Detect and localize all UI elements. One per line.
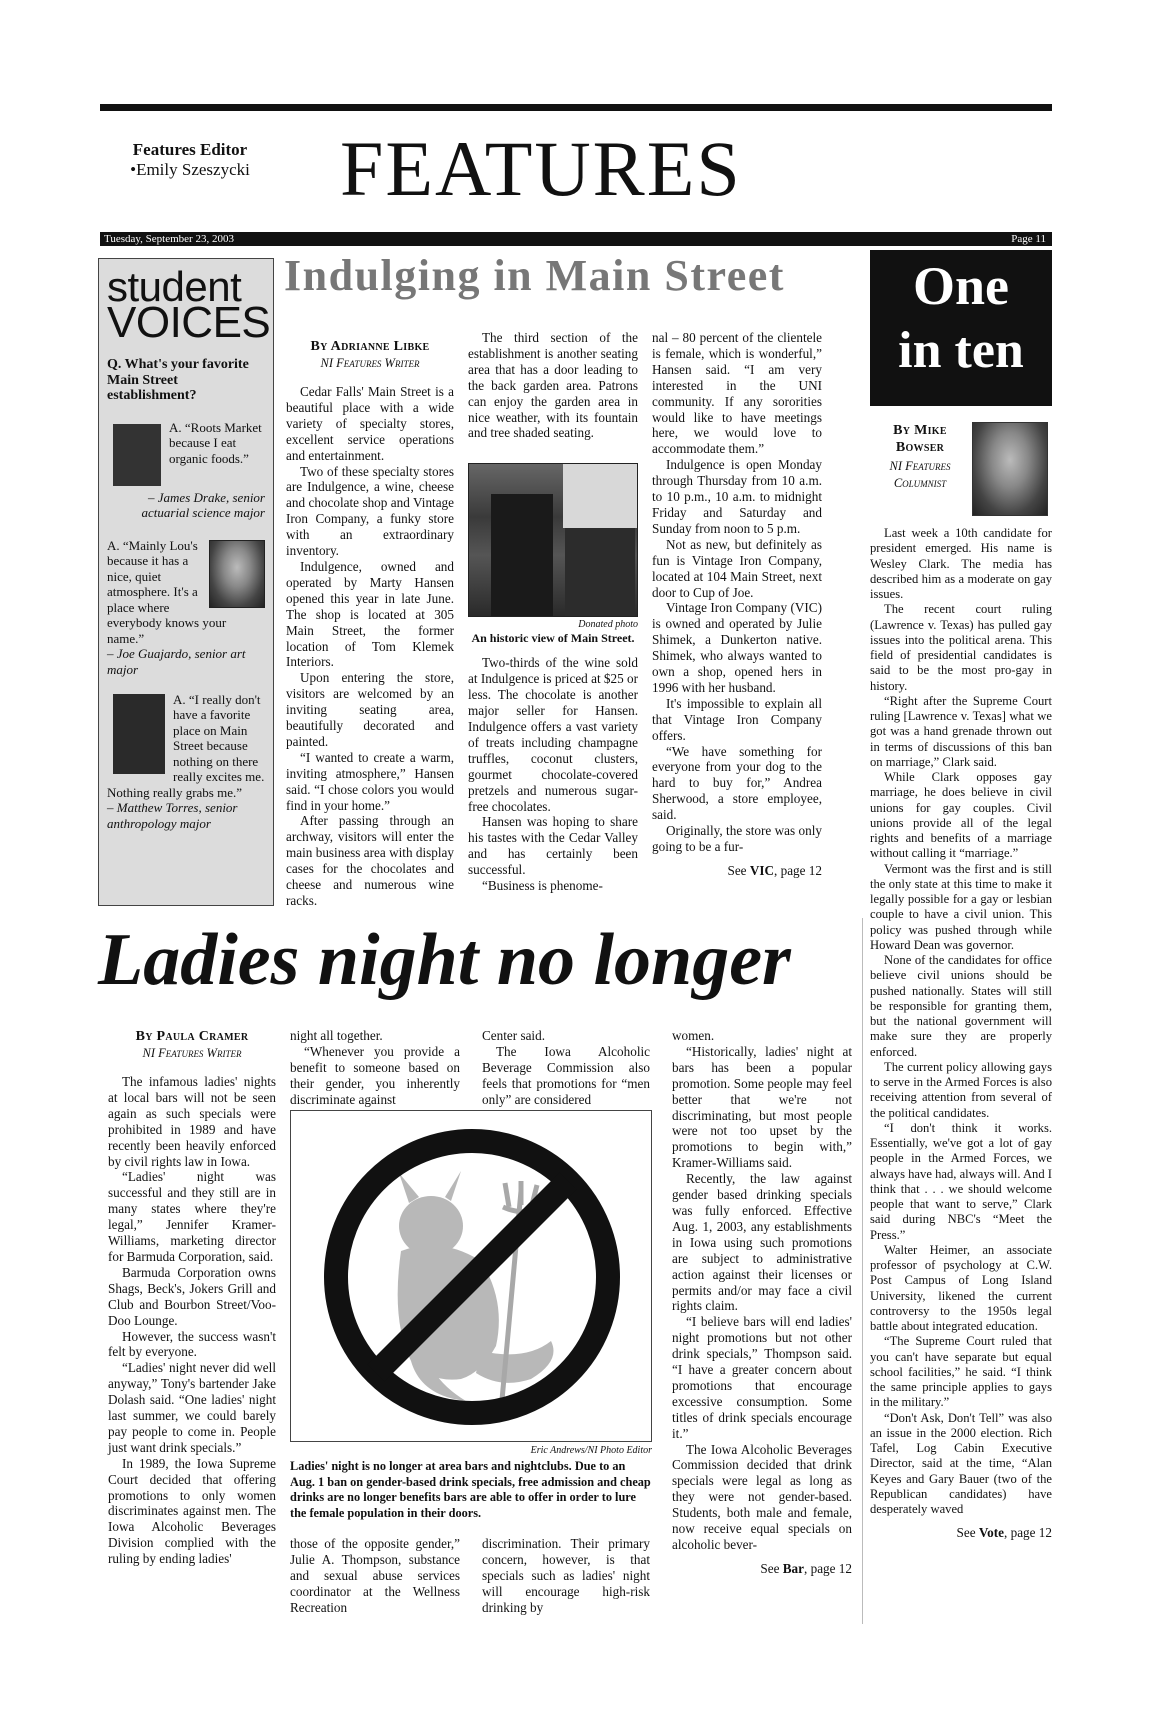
student-voices-question: Q. What's your favorite Main Street establishment? (107, 357, 249, 403)
building-shape (491, 494, 553, 617)
building-shape (565, 528, 635, 617)
features-editor-title: Features Editor (132, 140, 248, 159)
page-number: Page 11 (1011, 233, 1046, 245)
no-devil-illustration (291, 1111, 652, 1442)
one-in-ten-byline: By Mike Bowser NI Features Columnist (870, 418, 1052, 518)
main-street-photo (468, 463, 638, 617)
jump-bar[interactable]: See Bar, page 12 (760, 1560, 852, 1576)
student-answer: A. “I really don't have a favorite place on Main Street because nothing on there really excites me. Nothing really grabs me.” – Matthew Torres, senior anthropology major (107, 691, 265, 831)
bullet-icon: • (130, 160, 137, 179)
jump-vic[interactable]: See VIC, page 12 (727, 862, 822, 878)
ladies-night-col3-bottom: discrimination. Their primary concern, however, is that specials such as ladies' night will encourage high-risk drinking by (482, 1536, 650, 1615)
one-in-ten-banner (870, 250, 1052, 406)
ladies-night-byline: By Paula Cramer NI Features Writer (135, 1029, 249, 1060)
columnist-photo (972, 422, 1048, 516)
student-answer: A. “Mainly Lou's because it has a nice, quiet atmosphere. It's a place where everybody knows your name.” – Joe Guajardo, senior art major (107, 538, 265, 678)
student-voices-title: student VOICES (107, 263, 271, 347)
date-bar (100, 232, 1052, 246)
section-title: FEATURES (340, 125, 742, 212)
student-photo (113, 424, 161, 486)
ladies-night-photo-caption: Ladies' night is no longer at area bars and nightclubs. Due to an Aug. 1 ban on gender-based drink specials, free admission and cheap drinks are no longer benefits bars are able to offer in order to lure the female population in their doors. (290, 1459, 651, 1520)
student-answer: A. “Roots Market because I eat organic foods.” – James Drake, senior actuarial science major (107, 420, 265, 528)
features-editor-name: Emily Szeszycki (136, 160, 250, 179)
ladies-night-col2-bottom: those of the opposite gender,” Julie A. Thompson, substance and sexual abuse services coordinator at the Wellness Recreation (290, 1536, 460, 1615)
one-in-ten-title-line2: in ten (898, 322, 1024, 379)
student-photo (113, 694, 165, 774)
jump-vote[interactable]: See Vote, page 12 (956, 1525, 1052, 1541)
main-street-headline: Indulging in Main Street (284, 251, 785, 300)
main-street-col1: By Adrianne Libke NI Features Writer Cedar Falls' Main Street is a beautiful place with a wide variety of specialty stores, excellent service operations and entertainment. Two of these specialty stores are Indulgence, a wine, cheese and chocolate shop and Vintage Iron Company, a funky store with an extraordinary inventory. Indulgence, owned and operated by Marty Hansen opened this year in late June. The shop is located at 305 Main Street, the former location of Tom Klemek Interiors. Upon entering the store, visitors are welcomed by an inviting seating area, beautifully decorated and painted. “I wanted to create a warm, inviting atmosphere,” Hansen said. “I chose colors you would find in your home.” After passing through an archway, visitors will enter the main business area with display cases for the chocolates and cheese and numerous wine racks. (286, 339, 454, 908)
one-in-ten-body: Last week a 10th candidate for president emerged. His name is Wesley Clark. The media has described him as a moderate on gay issues. The recent court ruling (Lawrence v. Texas) has pulled gay issues into the political arena. This field of presidential candidates is said to be the most pro-gay in history. “Right after the Supreme Court ruling [Lawrence v. Texas] what we got was a hand grenade thrown out in terms of discussions of this ban on marriage,” Clark said. While Clark opposes gay marriage, he does believe in civil unions for gay couples. Civil unions provide all of the legal rights and benefits of a marriage without calling it “marriage.” Vermont was the first and is still the only state at this time to make it legally possible for a gay or lesbian couple to have a civil union. This policy was pushed through while Howard Dean was governor. None of the candidates for office believe civil unions should be pushed nationally. States will still be responsible for granting them, but the national government will make sure they are properly enforced. The current policy allowing gays to serve in the Armed Forces is also receiving attention from several of the political candidates. “I don't think it works. Essentially, we've got a lot of gay people in the Armed Forces, we always have had, always will. And I think that . . . we should welcome people that want to serve,” Clark said during NBC's “Meet the Press.” Walter Heimer, an associate professor of psychology at C.W. Post Campus of Long Island University, likened the current controversy to the 1950s legal battle about integrated education. “The Supreme Court ruled that you can't have separate but equal school facilities,” he said. “I think the same principle applies to gays in the military.” “Don't Ask, Don't Tell” was also an issue in the 2000 election. Rich Tafel, Log Cabin Executive Director, said at the time, “Alan Keyes and Gary Bauer (two of the Republican candidates) have desperately waved See Vote, page 12 (870, 526, 1052, 1541)
ladies-night-headline: Ladies night no longer (98, 919, 791, 1001)
features-editor-credit (100, 140, 280, 180)
main-street-col3: nal – 80 percent of the clientele is female, which is wonderful,” Hansen said. “I am very interested in the UNI community. If any sororities would like to have meetings here, we would love to accommodate them.” Indulgence is open Monday through Thursday from 10 a.m. to 10 p.m., 10 a.m. to midnight Friday and Saturday and Sunday from noon to 5 p.m. Not as new, but definitely as fun is Vintage Iron Company, located at 104 Main Street, next door to Cup of Joe. Vintage Iron Company (VIC) is owned and operated by Julie Shimek, a Dunkerton native. Shimek, who always wanted to own a shop, opened hers in 1996 with her husband. It's impossible to explain all that Vintage Iron Company offers. “We have something for everyone from your dog to the hard to buy for,” Andrea Sherwood, a store employee, said. Originally, the store was only going to be a fur- See VIC, page 12 (652, 330, 822, 878)
ladies-night-photo (290, 1110, 652, 1442)
ladies-night-col1: By Paula Cramer NI Features Writer The infamous ladies' nights at local bars will not be seen again as such specials were prohibited in 1989 and have recently been heavily enforced by civil rights law in Iowa. “Ladies' night was successful and they still are in many states where they're legal,” Jennifer Kramer-Williams, marketing director for Barmuda Corporation, said. Barmuda Corporation owns Shags, Beck's, Jokers Grill and Club and Bourbon Street/Voo-Doo Lounge. However, the success wasn't felt by everyone. “Ladies' night never did well anyway,” Tony's bartender Jake Dolash said. “One ladies' night last summer, we could barely pay people to come in. People just want drink specials.” In 1989, the Iowa Supreme Court decided that offering promotions to only women discriminates against men. The Iowa Alcoholic Beverages Division complied with the ruling by ending ladies' (108, 1029, 276, 1567)
column-divider (862, 918, 863, 1624)
ladies-night-photo-credit: Eric Andrews/NI Photo Editor (530, 1445, 652, 1456)
main-street-photo-caption: An historic view of Main Street. (471, 631, 635, 646)
main-street-col2: The third section of the establishment is another seating area that has a door leading to the back garden area. Patrons can enjoy the garden area in nice weather, with its fountain and tree shaded seating. Donated photo An historic view of Main Street. Two-thirds of the wine sold at Indulgence is priced at $25 or less. The chocolate is another major seller for Hansen. Indulgence offers a vast variety of treats including champagne truffles, coconut clusters, gourmet chocolate-covered pretzels and numerous sugar-free chocolates. Hansen was hoping to share his tastes with the Cedar Valley and has certainly been successful. “Business is phenome- (468, 330, 638, 894)
sky-shape (563, 464, 638, 528)
main-street-photo-credit: Donated photo (578, 619, 638, 631)
student-voices-box (98, 258, 274, 906)
student-photo (209, 540, 265, 608)
top-rule (100, 104, 1052, 111)
main-street-byline: By Adrianne Libke NI Features Writer (310, 339, 430, 370)
issue-date: Tuesday, September 23, 2003 (104, 233, 234, 245)
ladies-night-col4: women. “Historically, ladies' night at bars has been a popular promotion. Some people may feel better that we're not discriminating, but most people were not too upset by the promotions to begin with,” Kramer-Williams said. Recently, the law against gender based drinking specials was fully enforced. Effective Aug. 1, 2003, any establishments in Iowa using such promotions are subject to administrative action against their licenses or permits and/or may face a civil rights claim. “I believe bars will end ladies' night promotions but not other drink specials,” Thompson said. “I have a greater concern about promotions that encourage excessive consumption. Some titles of drink specials encourage it.” The Iowa Alcoholic Beverages Commission decided that drink specials were legal as long as they were not gender-based. Students, both male and female, now receive equal specials on alcoholic bever- See Bar, page 12 (672, 1028, 852, 1576)
ladies-night-col3-top: Center said. The Iowa Alcoholic Beverage Commission also feels that promotions for “men only” are considered (482, 1028, 650, 1107)
ladies-night-col2-top: night all together. “Whenever you provide a benefit to someone based on their gender, you inherently discriminate against (290, 1028, 460, 1107)
one-in-ten-title-line1: One (912, 256, 1009, 316)
